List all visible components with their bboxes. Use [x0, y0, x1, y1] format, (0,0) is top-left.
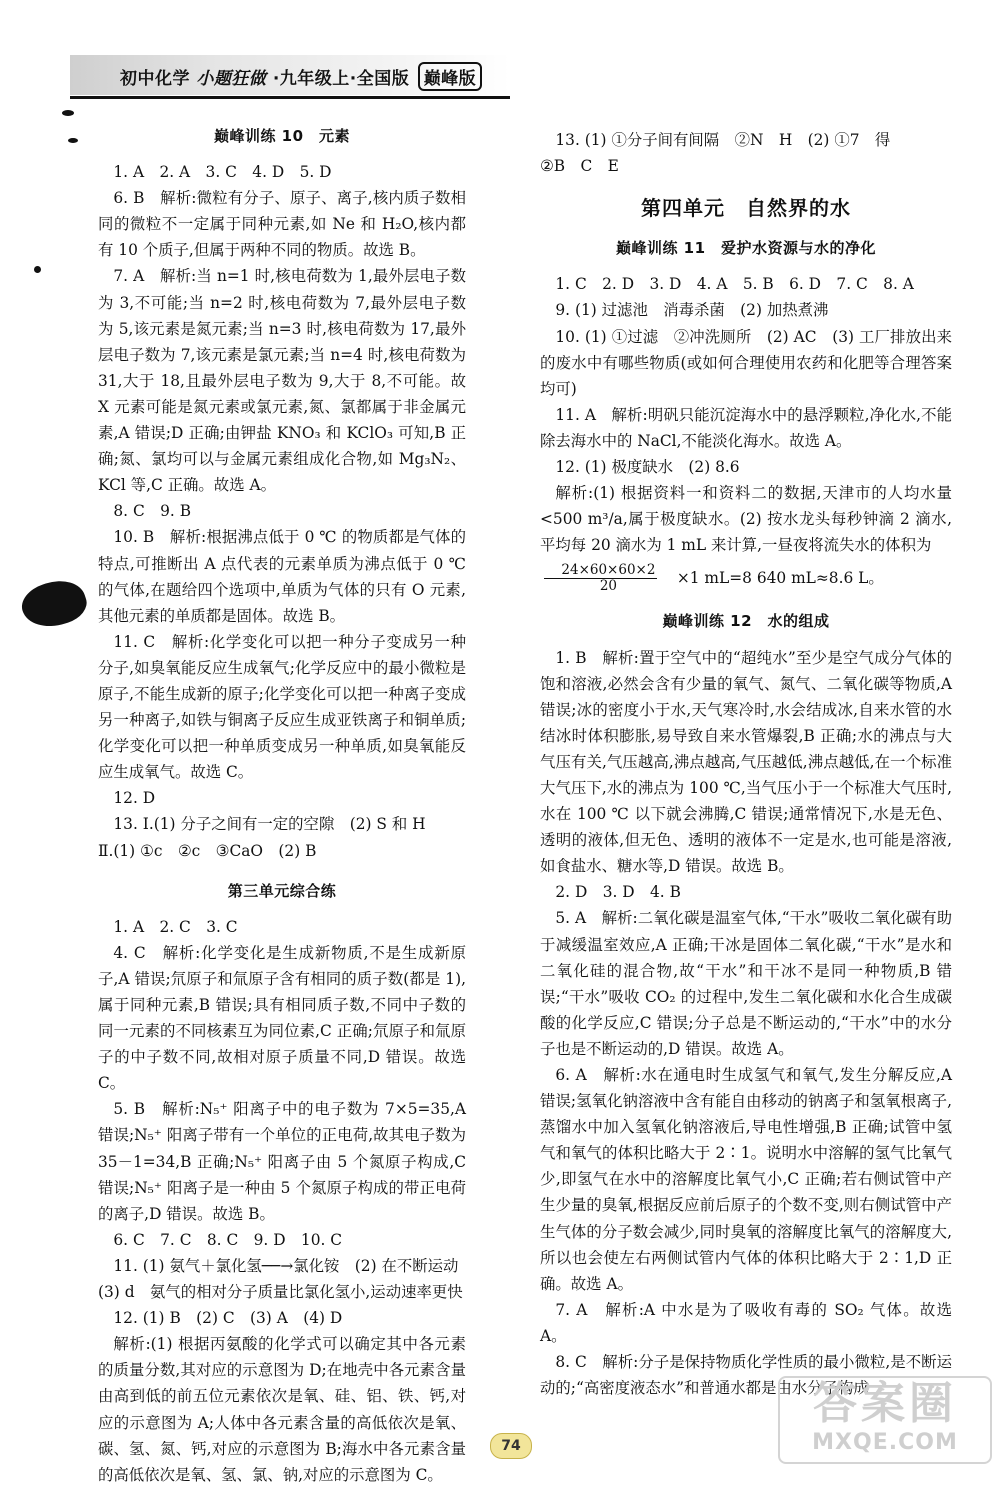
answer-line: 1. A 2. A 3. C 4. D 5. D: [113, 163, 332, 182]
answer-paragraph: 解析:(1) 根据资料一和资料二的数据,天津市的人均水量<500 m³/a,属于极度缺水。(2) 按水龙头每秒钟滴 2 滴水,平均每 20 滴水为 1 mL 来计算,一昼夜将流失水的体积为: [540, 484, 952, 555]
answer-line: ②B C E: [540, 157, 619, 176]
answer-paragraph: 6. A 解析:水在通电时生成氢气和氧气,发生分解反应,A 错误;氢氧化钠溶液中含有能自由移动的钠离子和氢氧根离子,蒸馏水中加入氢氧化钠溶液后,导电性增强,B 正确;试管中氢气和氧气的体积比略大于 2∶1。说明水中溶解的氢气比氧气少,即氢气在水中的溶解度比氧气小,C 正确;若右侧试管中产生少量的臭氧,根据反应前后原子的个数不变,则右侧试管中产生气体的分子数会减少,同时臭氧的溶解度比氧气的溶解度大,所以也会使左右两侧试管内气体的体积比略大于 2∶1,D 正确。故选 A。: [540, 1066, 952, 1293]
answer-line: 8. C 9. B: [113, 502, 192, 521]
ink-blot: [17, 573, 91, 635]
fraction-denominator: 20: [599, 577, 618, 594]
answer-paragraph: 4. C 解析:化学变化是生成新物质,不是生成新原子,A 错误;氘原子和氚原子含有相同的质子数(都是 1),属于同种元素,B 错误;具有相同质子数,不同中子数的同一元素的不同核素互为同位素,C 正确;氘原子和氚原子的中子数不同,故相对原子质量不同,D 错误。故选 C。: [98, 943, 466, 1093]
answer-line: 2. D 3. D 4. B: [555, 883, 681, 902]
answer-paragraph: 11. A 解析:明矾只能沉淀海水中的悬浮颗粒,净化水,不能除去海水中的 NaCl,不能淡化海水。故选 A。: [540, 405, 952, 450]
watermark-logo: [778, 1376, 992, 1464]
answer-line: Ⅱ.(1) ①c ②c ③CaO (2) B: [98, 841, 317, 860]
scan-mark: [34, 266, 41, 273]
formula-result: ×1 mL=8 640 mL≈8.6 L。: [676, 569, 884, 588]
answer-paragraph: 1. B 解析:置于空气中的“超纯水”至少是空气成分气体的饱和溶液,必然会含有少量的氧气、氮气、二氧化碳等物质,A 错误;冰的密度小于水,天气寒冷时,水会结成冰,自来水管的水结冰时体积膨胀,易导致自来水管爆裂,B 正确;水的沸点与大气压有关,气压越高,沸点越高,气压越低,沸点越低,在一个标准大气压下,水的沸点为 100 ℃,当气压小于一个标准大气压时,水在 100 ℃ 以下就会沸腾,C 错误;通常情况下,水是无色、透明的液体,但无色、透明的液体不一定是水,也可能是溶液,如食盐水、糖水等,D 错误。故选 B。: [540, 648, 952, 876]
section-title: 第三单元综合练: [227, 881, 337, 900]
answer-line: 12. D: [113, 789, 156, 808]
watermark-title: 答案圈: [813, 1378, 957, 1429]
section-title: 巅峰训练 10 元素: [213, 127, 351, 145]
answer-line: 9. (1) 过滤池 消毒杀菌 (2) 加热煮沸: [555, 301, 829, 320]
answer-line: (3) d 氨气的相对分子质量比氯化氢小,运动速率更快: [98, 1283, 463, 1302]
header-brand: 小题狂做: [196, 69, 267, 89]
answer-paragraph: 7. A 解析:A 中水是为了吸收有毒的 SO₂ 气体。故选 A。: [540, 1300, 952, 1345]
section-title: 巅峰训练 11 爱护水资源与水的净化: [615, 239, 877, 258]
answer-line: 6. C 7. C 8. C 9. D 10. C: [113, 1230, 343, 1249]
answer-line: 13. Ⅰ.(1) 分子之间有一定的空隙 (2) S 和 H: [113, 815, 426, 834]
formula-line: [540, 562, 952, 594]
answer-paragraph: 8. C 解析:分子是保持物质化学性质的最小微粒,是不断运动的;“高密度液态水”和普通水都是由水分子构成: [540, 1353, 952, 1398]
answer-line: 1. A 2. C 3. C: [113, 917, 238, 936]
watermark-url: MXQE.COM: [812, 1430, 958, 1455]
answer-line: 12. (1) B (2) C (3) A (4) D: [113, 1309, 343, 1328]
section-title: 巅峰训练 12 水的组成: [662, 612, 830, 631]
header-grade: ·九年级上·全国版: [272, 69, 410, 89]
answer-paragraph: 7. A 解析:当 n=1 时,核电荷数为 1,最外层电子数为 3,不可能;当 n=2 时,核电荷数为 7,最外层电子数为 5,该元素是氮元素;当 n=3 时,核电荷数为 17,最外层电子数为 7,该元素是氯元素;当 n=4 时,核电荷数为 31,大于 18,且最外层电子数为 9,大于 8,不可能。故 X 元素可能是氮元素或氯元素,氮、氯都属于非金属元素,A 错误;D 正确;由钾盐 KNO₃ 和 KClO₃ 可知,B 正确;氮、氯均可以与金属元素组成化合物,如 Mg₃N₂、KCl 等,C 正确。故选 A。: [98, 267, 466, 495]
answer-line: 12. (1) 极度缺水 (2) 8.6: [555, 458, 740, 477]
left-column: [98, 109, 466, 1488]
header-edition-badge: 巅峰版: [418, 62, 483, 91]
header-subject: 初中化学: [120, 69, 190, 89]
scan-mark: [68, 138, 78, 143]
answer-paragraph: 10. B 解析:根据沸点低于 0 ℃ 的物质都是气体的特点,可推断出 A 点代表的元素单质为沸点低于 0 ℃ 的气体,在题给四个选项中,单质为气体的只有 O 元素,其他元素的单质都是固体。故选 B。: [98, 528, 466, 625]
answer-paragraph: 5. A 解析:二氧化碳是温室气体,“干水”吸收二氧化碳有助于减缓温室效应,A 正确;干冰是固体二氧化碳,“干水”是水和二氧化硅的混合物,故“干水”和干冰不是同一种物质,B 错误;“干水”吸收 CO₂ 的过程中,发生二氧化碳和水化合生成碳酸的化学反应,C 错误;分子总是不断运动的,“干水”中的水分子也是不断运动的,D 错误。故选 A。: [540, 909, 952, 1058]
unit-title: 第四单元 自然界的水: [641, 196, 851, 221]
page-number: 74: [490, 1433, 532, 1459]
scan-mark: [62, 110, 74, 116]
answer-paragraph: 10. (1) ①过滤 ②冲洗厕所 (2) AC (3) 工厂排放出来的废水中有哪些物质(或如何合理使用农药和化肥等合理答案均可): [540, 327, 952, 398]
book-header: [120, 62, 482, 91]
answer-paragraph: 5. B 解析:N₅⁺ 阳离子中的电子数为 7×5=35,A 错误;N₅⁺ 阳离子带有一个单位的正电荷,故其电子数为 35－1=34,B 正确;N₅⁺ 阳离子由 5 个氮原子构成,C 错误;N₅⁺ 阳离子是一种由 5 个氮原子构成的带正电荷的离子,D 错误。故选 B。: [98, 1100, 466, 1223]
header-divider: [70, 96, 510, 99]
fraction: [544, 563, 657, 594]
answer-line: 11. (1) 氨气＋氯化氢──→氯化铵 (2) 在不断运动: [113, 1256, 459, 1275]
answer-line: 1. C 2. D 3. D 4. A 5. B 6. D 7. C 8. A: [555, 275, 914, 294]
right-column: [540, 127, 952, 1401]
answer-paragraph: 解析:(1) 根据丙氨酸的化学式可以确定其中各元素的质量分数,其对应的示意图为 D;在地壳中各元素含量由高到低的前五位元素依次是氧、硅、铝、铁、钙,对应的示意图为 A;人体中各元素含量的高低依次是氧、碳、氢、氮、钙,对应的示意图为 B;海水中各元素含量的高低依次是氧、氢、氯、钠,对应的示意图为 C。: [98, 1335, 466, 1484]
answer-line: 13. (1) ①分子间有间隔 ②N H (2) ①7 得: [555, 131, 891, 149]
answer-paragraph: 11. C 解析:化学变化可以把一种分子变成另一种分子,如臭氧能反应生成氧气;化学反应中的最小微粒是原子,不能生成新的原子;化学变化可以把一种离子变成另一种离子,如铁与铜离子反应生成亚铁离子和铜单质;化学变化可以把一种单质变成另一种单质,如臭氧能反应生成氧气。故选 C。: [98, 632, 466, 782]
answer-paragraph: 6. B 解析:微粒有分子、原子、离子,核内质子数相同的微粒不一定属于同种元素,如 Ne 和 H₂O,核内都有 10 个质子,但属于两种不同的物质。故选 B。: [98, 189, 466, 260]
fraction-numerator: 24×60×60×2: [544, 563, 657, 579]
